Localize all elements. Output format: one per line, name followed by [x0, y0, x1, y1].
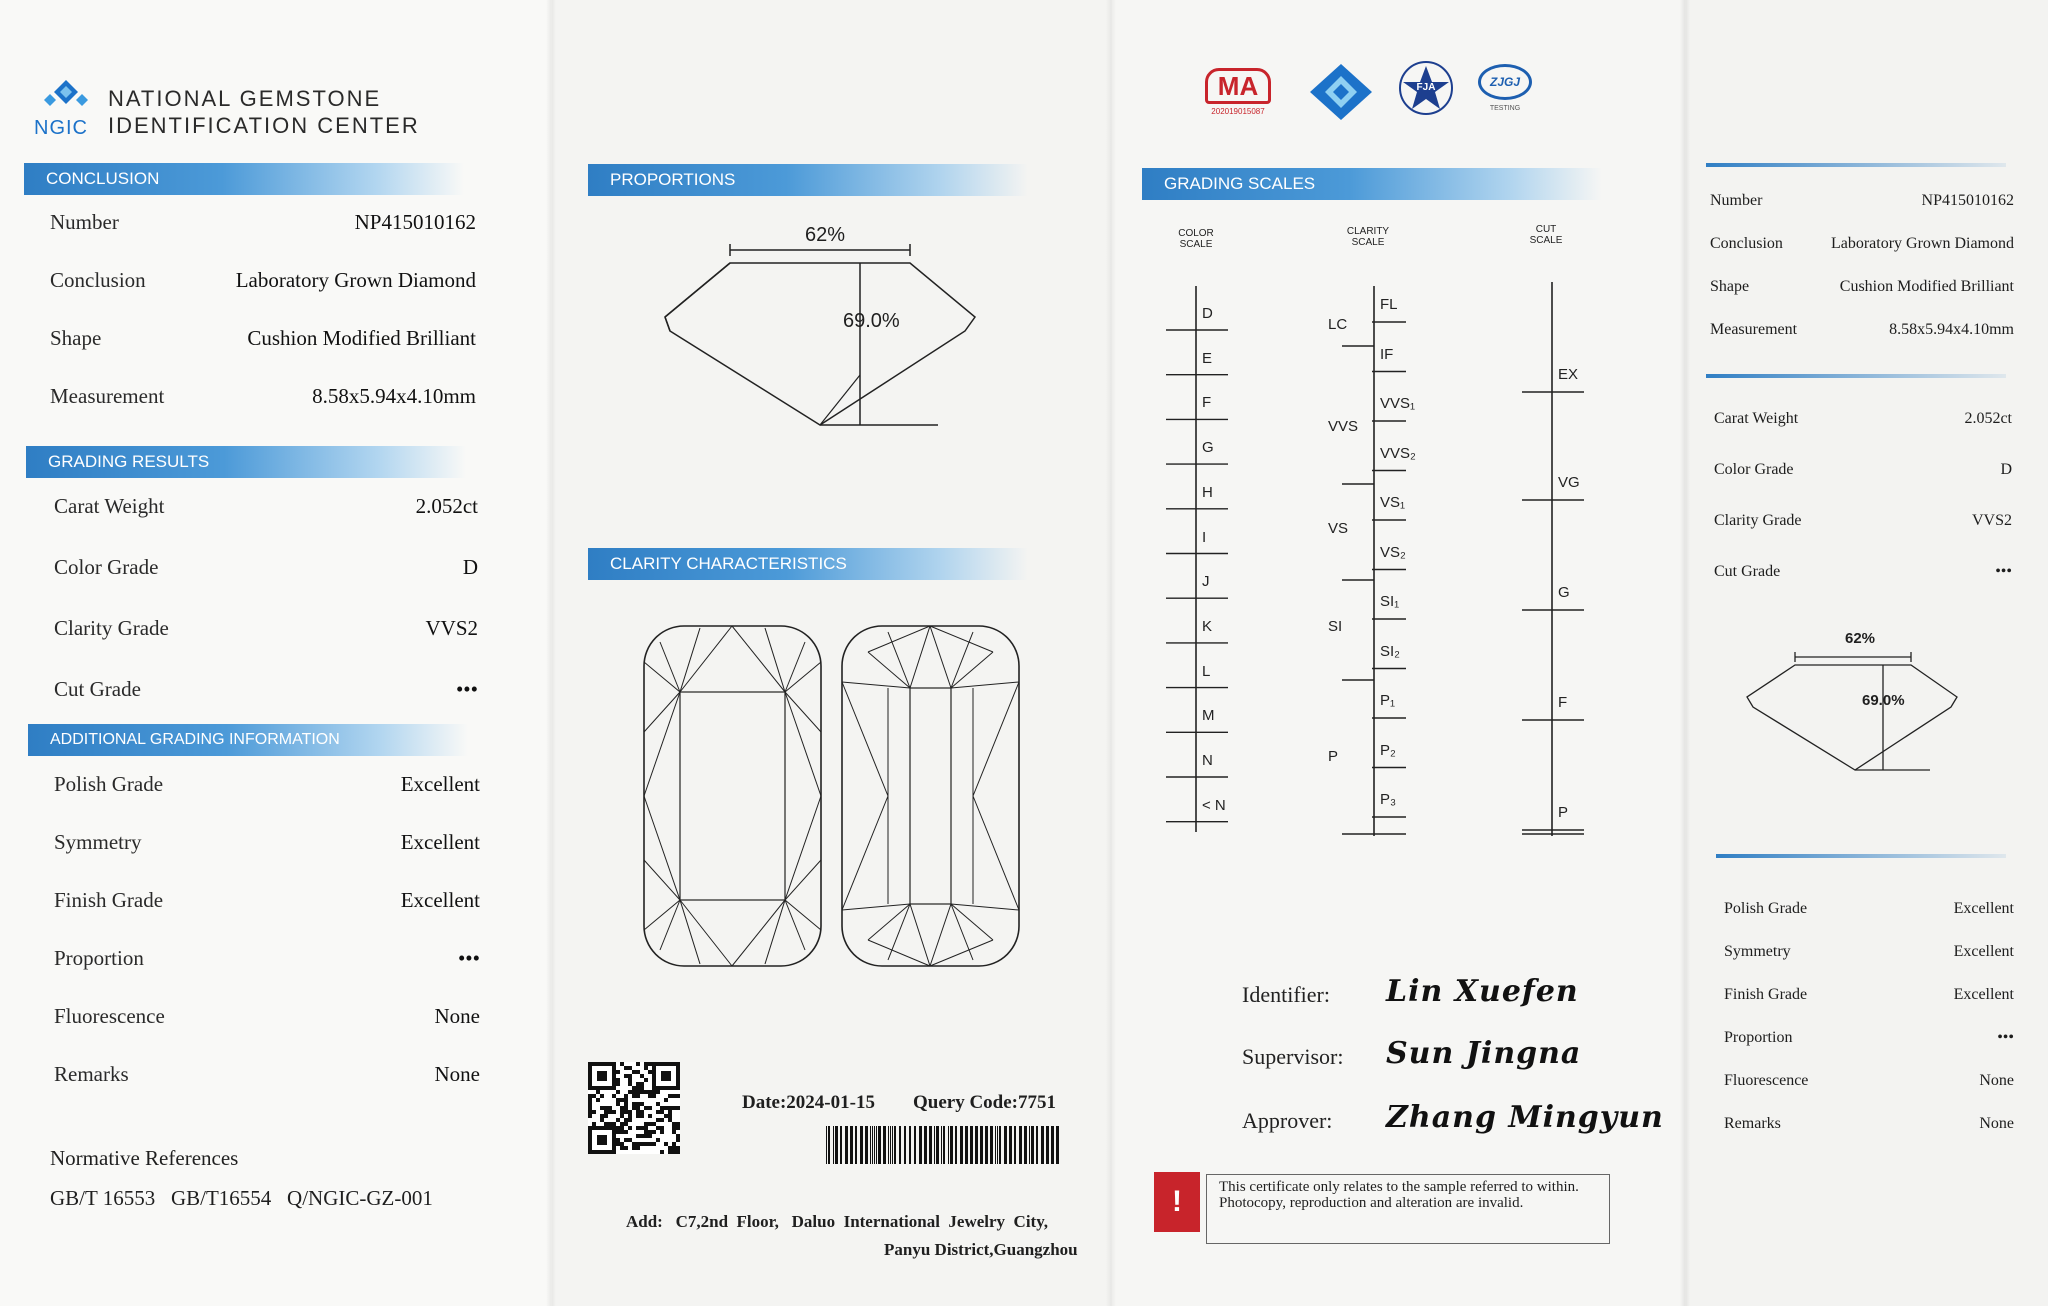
- clarity-grade-label: P₁: [1380, 692, 1396, 709]
- field-label: Symmetry: [1724, 943, 1791, 960]
- field-row: [1724, 986, 2014, 1004]
- field-value: VVS2: [1971, 512, 2012, 529]
- color-grade-label: H: [1202, 483, 1213, 501]
- cut-grade-label: EX: [1558, 366, 1579, 383]
- field-value: None: [434, 1062, 480, 1086]
- clarity-grade-label: IF: [1380, 345, 1394, 363]
- field-row: [1714, 461, 2012, 479]
- ma-logo-box: MA: [1205, 68, 1271, 104]
- org-name-line1: NATIONAL GEMSTONE: [108, 86, 382, 111]
- normative-refs: GB/T 16553 GB/T16554 Q/NGIC-GZ-001: [50, 1186, 433, 1210]
- field-row: [1724, 900, 2014, 918]
- additional-banner: ADDITIONAL GRADING INFORMATION: [28, 724, 468, 756]
- conclusion-banner: CONCLUSION: [24, 163, 464, 195]
- field-label: Carat Weight: [54, 494, 165, 518]
- color-grade-label: E: [1202, 349, 1213, 367]
- summary-depth-label: 69.0%: [1862, 692, 1905, 709]
- color-grade-label: I: [1202, 528, 1207, 546]
- cut-grade-label: G: [1558, 584, 1570, 601]
- normative-title: Normative References: [50, 1146, 239, 1170]
- field-label: Carat Weight: [1714, 410, 1799, 427]
- signature-role: Identifier:: [1242, 982, 1330, 1007]
- field-value: Laboratory Grown Diamond: [1830, 235, 2014, 252]
- field-value: None: [1979, 1072, 2014, 1089]
- field-value: •••: [1997, 1029, 2014, 1046]
- clarity-grade-label: P₃: [1380, 791, 1397, 808]
- color-grade-label: N: [1202, 752, 1213, 769]
- field-row: [54, 1004, 480, 1029]
- summary-divider-bottom: [1716, 854, 2006, 858]
- color-grade-label: J: [1202, 573, 1210, 591]
- clarity-grade-label: VVS₂: [1380, 444, 1416, 462]
- logo-abbr: NGIC: [34, 117, 88, 139]
- field-label: Color Grade: [1714, 461, 1794, 478]
- field-value: VVS2: [425, 616, 478, 640]
- clarity-grade-label: VS₂: [1380, 543, 1406, 561]
- field-row: [1724, 1072, 2014, 1090]
- summary-table-label: 62%: [1845, 630, 1876, 647]
- field-value: NP415010162: [354, 210, 476, 234]
- clarity-plot-crown-view: [640, 622, 825, 970]
- field-value: Laboratory Grown Diamond: [235, 268, 476, 292]
- field-row: [54, 677, 478, 702]
- field-label: Polish Grade: [1724, 900, 1808, 917]
- summary-divider-mid: [1706, 374, 2006, 378]
- color-grade-label: K: [1202, 617, 1213, 635]
- field-value: •••: [457, 946, 480, 970]
- field-label: Fluorescence: [54, 1004, 165, 1028]
- clarity-grade-label: SI₁: [1380, 593, 1400, 610]
- clarity-group-label: VS: [1328, 520, 1349, 537]
- clarity-group-label: LC: [1328, 316, 1348, 333]
- field-value: Excellent: [1953, 900, 2014, 917]
- field-value: •••: [1995, 563, 2012, 580]
- field-row: [50, 268, 476, 293]
- color-scale-title: COLOR SCALE: [1178, 228, 1214, 250]
- field-row: [1714, 512, 2012, 530]
- field-row: [54, 830, 480, 855]
- field-label: Number: [50, 210, 119, 234]
- field-label: Remarks: [1724, 1115, 1781, 1132]
- color-grade-label: M: [1202, 707, 1215, 725]
- signature-name: Zhang Mingyun: [1386, 1100, 1664, 1135]
- notice-text: This certificate only relates to the sample referred to within. Photocopy, reproduction and alteration are invalid.: [1206, 1174, 1610, 1244]
- field-value: Excellent: [400, 772, 480, 796]
- fja-label: FJA: [1416, 82, 1436, 93]
- barcode-icon: [826, 1126, 1062, 1164]
- field-value: D: [2000, 461, 2012, 478]
- clarity-group-label: SI: [1328, 618, 1343, 635]
- warning-icon: !: [1154, 1172, 1200, 1232]
- cut-grade-label: VG: [1558, 474, 1580, 491]
- field-row: [1710, 321, 2014, 339]
- cut-grade-label: F: [1558, 694, 1568, 711]
- field-value: •••: [455, 677, 478, 701]
- proportions-banner: PROPORTIONS: [588, 164, 1028, 196]
- field-row: [50, 210, 476, 235]
- proportion-diagram: [660, 225, 990, 435]
- clarity-plot-pavilion-view: [838, 622, 1023, 970]
- fold-line: [546, 0, 556, 1306]
- field-value: D: [462, 555, 478, 579]
- field-row: [54, 494, 478, 519]
- address-line1: Add: C7,2nd Floor, Daluo International Jewelry City,: [626, 1212, 1049, 1231]
- clarity-grade-label: VS₁: [1380, 494, 1406, 511]
- clarity-grade-label: FL: [1380, 296, 1398, 313]
- signature-name: Sun Jingna: [1386, 1036, 1582, 1071]
- grading-scales-banner: GRADING SCALES: [1142, 168, 1602, 200]
- field-label: Finish Grade: [1724, 986, 1808, 1003]
- clarity-characteristics-banner: CLARITY CHARACTERISTICS: [588, 548, 1028, 580]
- field-label: Proportion: [54, 946, 144, 970]
- field-value: 8.58x5.94x4.10mm: [1889, 321, 2014, 338]
- field-value: 8.58x5.94x4.10mm: [312, 384, 476, 408]
- clarity-group-label: VVS: [1328, 418, 1359, 435]
- signature-role: Approver:: [1242, 1108, 1333, 1133]
- field-row: [54, 772, 480, 797]
- field-row: [54, 616, 478, 641]
- field-label: Color Grade: [54, 555, 159, 579]
- field-label: Clarity Grade: [54, 616, 169, 640]
- field-label: Measurement: [1710, 321, 1798, 338]
- signature-role: Supervisor:: [1242, 1044, 1344, 1069]
- field-label: Proportion: [1724, 1029, 1793, 1046]
- testing-label: TESTING: [1489, 105, 1521, 112]
- report-date: Date:2024-01-15: [742, 1092, 875, 1113]
- ngic-logo-icon: [44, 78, 88, 116]
- cut-grade-label: P: [1558, 804, 1569, 821]
- field-row: [1710, 235, 2014, 253]
- org-name-line2: IDENTIFICATION CENTER: [108, 113, 420, 138]
- cut-scale-title: CUT SCALE: [1529, 224, 1563, 246]
- field-row: [1724, 1029, 2014, 1047]
- field-value: Cushion Modified Brilliant: [247, 326, 476, 350]
- field-value: Excellent: [400, 830, 480, 854]
- color-grade-label: L: [1202, 662, 1211, 680]
- field-row: [54, 1062, 480, 1087]
- address-line2: Panyu District,Guangzhou: [884, 1240, 1078, 1259]
- field-row: [54, 888, 480, 913]
- field-value: 2.052ct: [1964, 410, 2012, 427]
- color-grade-label: F: [1202, 394, 1212, 412]
- color-grade-label: G: [1202, 439, 1214, 457]
- field-row: [1724, 943, 2014, 961]
- qr-pattern-icon: [588, 1062, 680, 1154]
- query-code: Query Code:7751: [913, 1092, 1057, 1113]
- color-grade-label: D: [1202, 305, 1213, 322]
- clarity-scale-title: CLARITY SCALE: [1346, 226, 1390, 248]
- left-panel: [0, 0, 552, 1306]
- notice-box: [1154, 1172, 1610, 1246]
- grading-results-banner: GRADING RESULTS: [26, 446, 466, 478]
- field-value: Excellent: [1953, 986, 2014, 1003]
- field-row: [1710, 192, 2014, 210]
- field-value: Cushion Modified Brilliant: [1839, 278, 2014, 295]
- field-row: [50, 384, 476, 409]
- qr-code[interactable]: [588, 1062, 680, 1154]
- clarity-grade-label: P₂: [1380, 741, 1396, 759]
- field-label: Clarity Grade: [1714, 512, 1802, 529]
- field-row: [1710, 278, 2014, 296]
- zjgj-label: ZJGJ: [1478, 64, 1532, 100]
- field-label: Number: [1710, 192, 1763, 209]
- field-row: [1724, 1115, 2014, 1133]
- clarity-grade-label: VVS₁: [1380, 395, 1416, 412]
- field-row: [1714, 563, 2012, 581]
- signature-name: Lin Xuefen: [1386, 974, 1579, 1009]
- field-label: Finish Grade: [54, 888, 164, 912]
- field-label: Conclusion: [50, 268, 146, 292]
- barcode: [826, 1126, 1062, 1164]
- field-value: None: [434, 1004, 480, 1028]
- field-label: Cut Grade: [1714, 563, 1781, 580]
- field-value: None: [1979, 1115, 2014, 1132]
- field-value: NP415010162: [1921, 192, 2014, 209]
- field-row: [54, 946, 480, 971]
- field-label: Conclusion: [1710, 235, 1783, 252]
- summary-divider-top: [1706, 163, 2006, 167]
- field-label: Polish Grade: [54, 772, 164, 796]
- clarity-group-label: P: [1328, 748, 1339, 765]
- field-value: Excellent: [400, 888, 480, 912]
- field-label: Shape: [50, 326, 102, 350]
- field-value: 2.052ct: [415, 494, 478, 518]
- color-grade-label: < N: [1202, 796, 1226, 814]
- field-row: [1714, 410, 2012, 428]
- field-row: [54, 555, 478, 580]
- proportion-table-label: 62%: [805, 224, 846, 246]
- ma-number: 202019015087: [1211, 107, 1265, 116]
- field-label: Cut Grade: [54, 677, 141, 701]
- field-label: Symmetry: [54, 830, 142, 854]
- field-row: [50, 326, 476, 351]
- field-label: Measurement: [50, 384, 165, 408]
- summary-proportion-diagram: [1745, 645, 1965, 775]
- field-label: Fluorescence: [1724, 1072, 1809, 1089]
- clarity-grade-label: SI₂: [1380, 642, 1400, 660]
- field-label: Remarks: [54, 1062, 129, 1086]
- proportion-depth-label: 69.0%: [843, 310, 900, 332]
- field-label: Shape: [1710, 278, 1750, 295]
- field-value: Excellent: [1953, 943, 2014, 960]
